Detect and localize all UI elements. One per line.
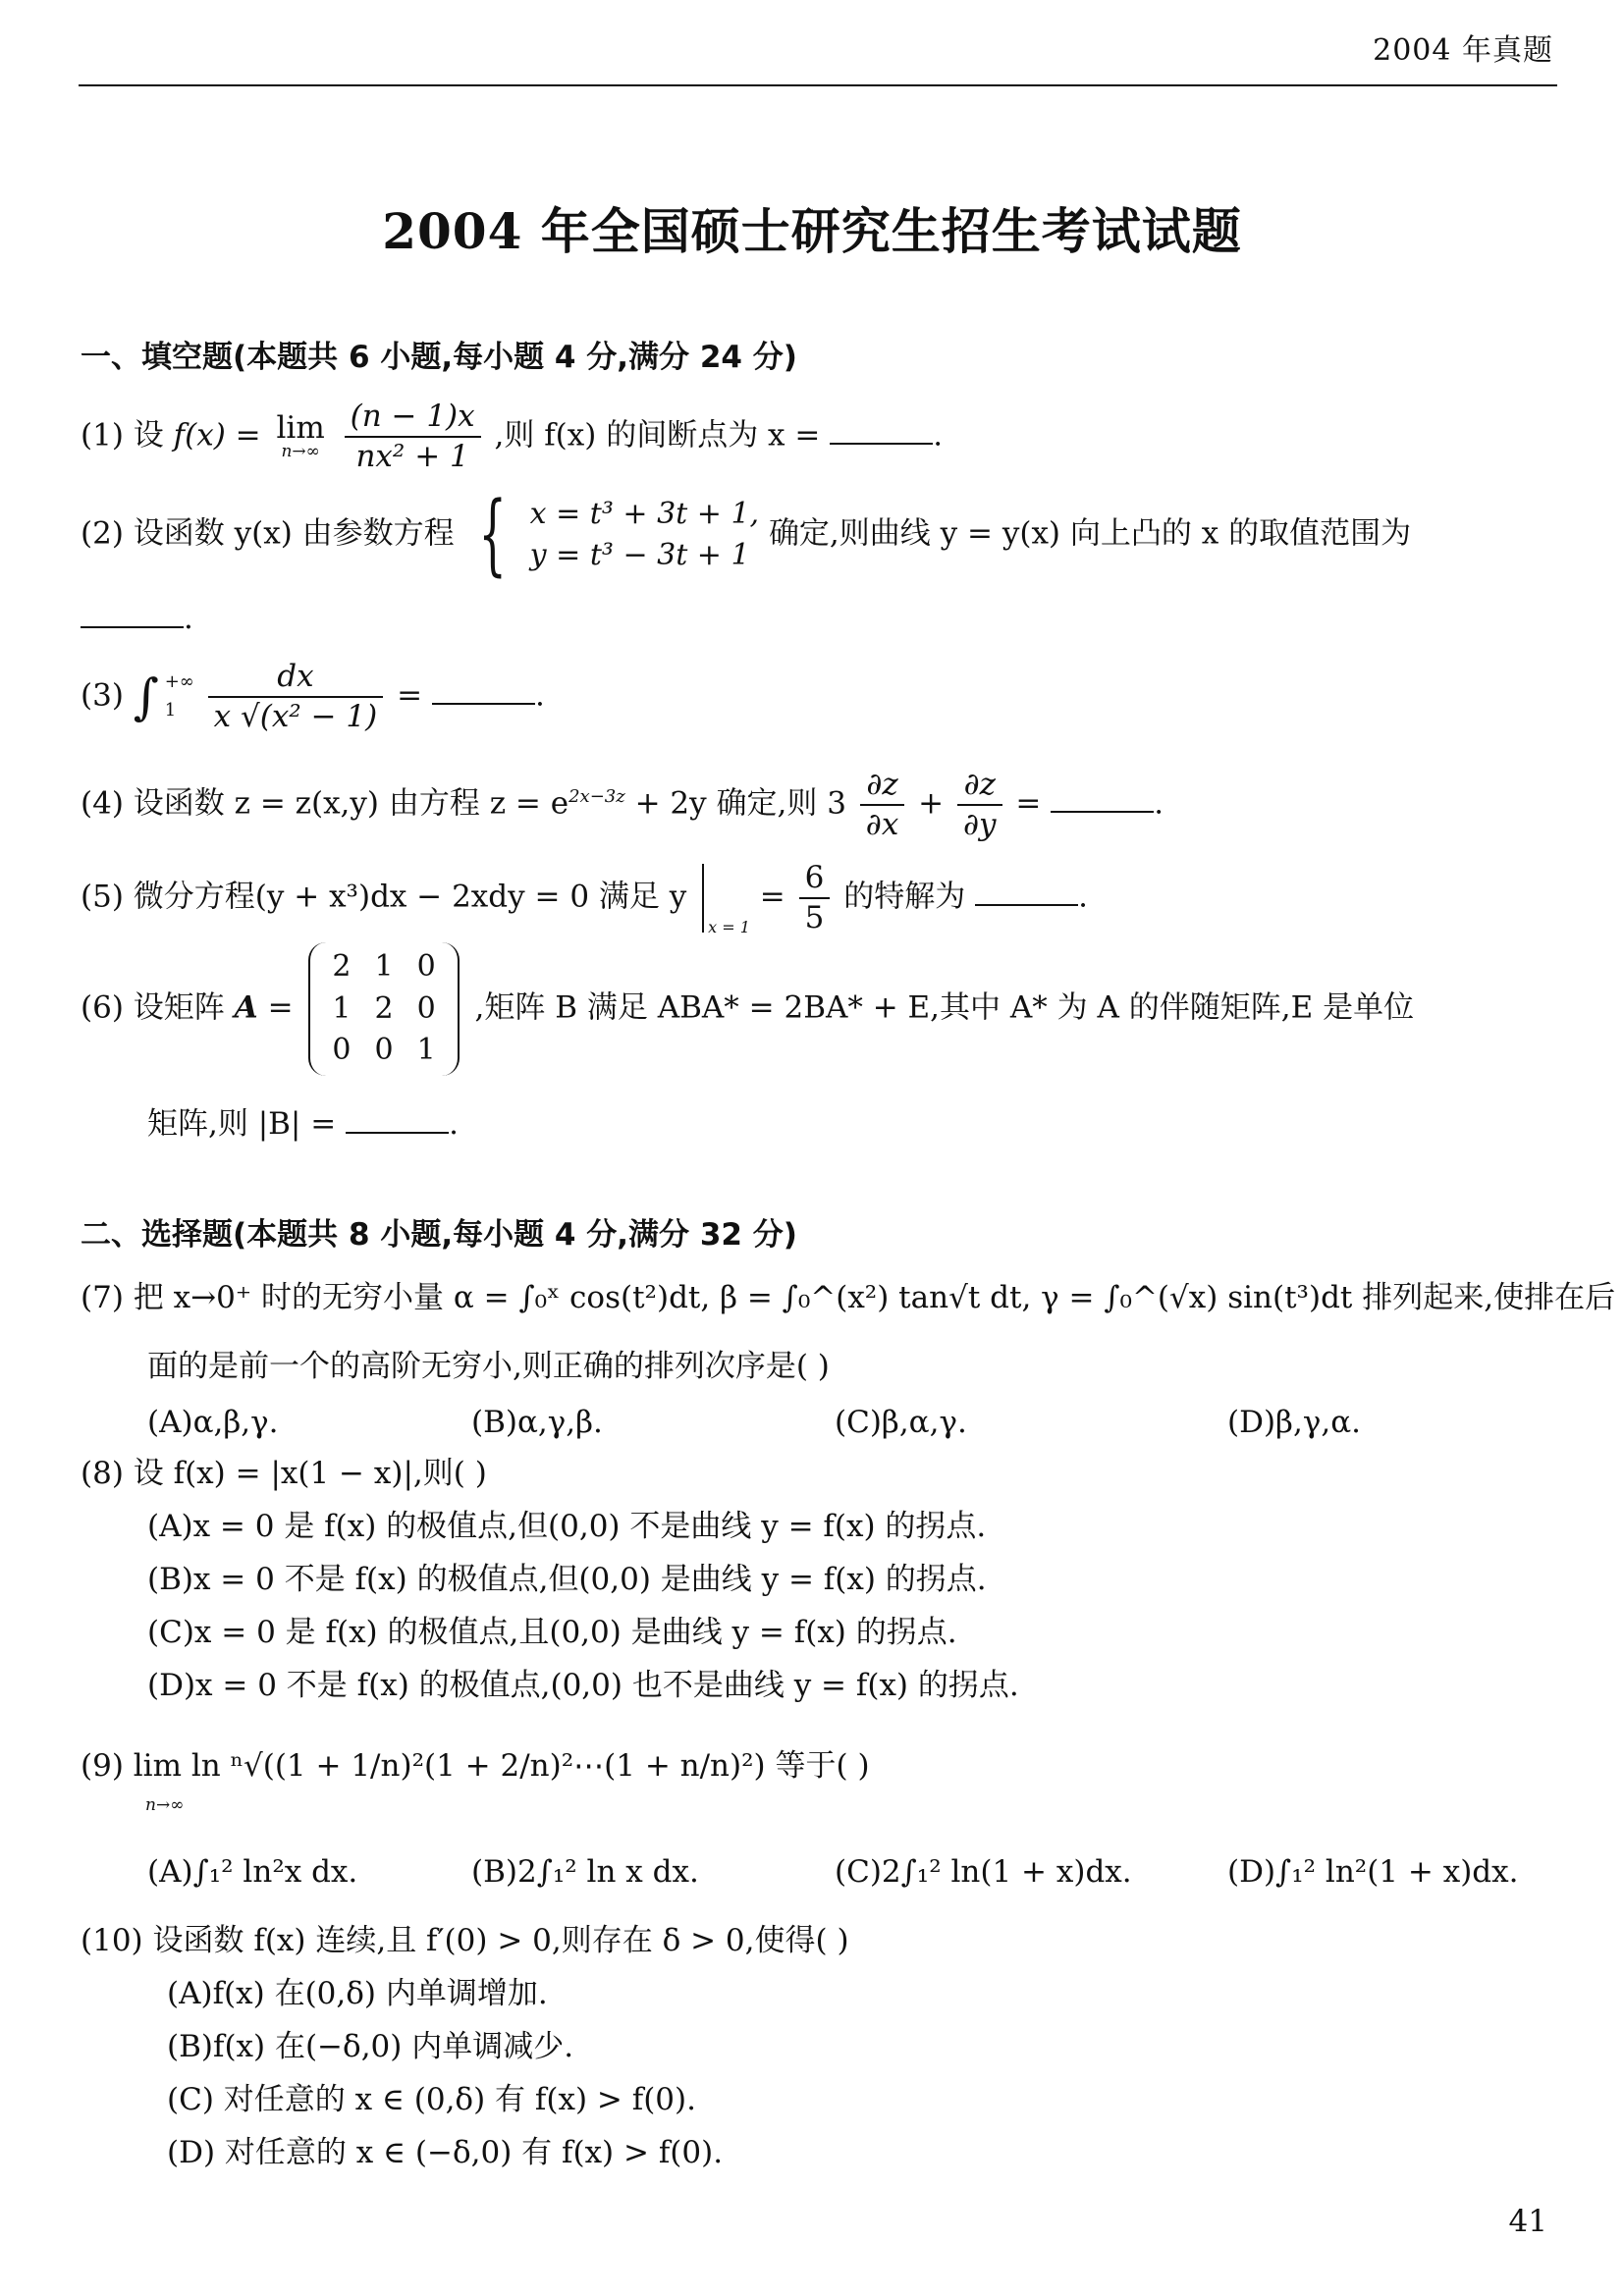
matrix-A: [308, 942, 459, 1076]
q6-end: .: [449, 1106, 459, 1142]
q1-lim-text: lim: [276, 409, 325, 446]
q8-option-c[interactable]: (C)x = 0 是 f(x) 的极值点,且(0,0) 是曲线 y = f(x) 的拐点.: [147, 1615, 957, 1650]
q5-denominator: 5: [804, 899, 825, 935]
q2-system: [530, 494, 759, 576]
q7-option-c[interactable]: (C)β,α,γ.: [835, 1405, 967, 1440]
q2-end: .: [184, 601, 193, 636]
question-6-cont: [147, 1104, 459, 1143]
q6-number: (6): [81, 989, 124, 1026]
q2-number: (2): [81, 515, 124, 552]
matrix-cell: 1: [416, 1033, 436, 1067]
q3-end: .: [534, 677, 545, 714]
page-number: 41: [1508, 2204, 1547, 2239]
q5-eval-bar: [702, 864, 704, 933]
q4-plus: +: [918, 785, 954, 822]
q6-pre: 设矩阵: [133, 989, 225, 1026]
q5-eq: =: [759, 879, 795, 915]
q9-option-c[interactable]: (C)2∫₁² ln(1 + x)dx.: [835, 1854, 1132, 1890]
q9-option-d[interactable]: (D)∫₁² ln²(1 + x)dx.: [1227, 1854, 1519, 1890]
question-2: [81, 483, 1412, 586]
q2-eq1: x = t³ + 3t + 1,: [529, 497, 760, 531]
q3-post: =: [397, 677, 432, 714]
q1-post: ,则 f(x) 的间断点为 x =: [494, 417, 831, 454]
matrix-cell: 0: [374, 1033, 394, 1067]
q4-answer-blank[interactable]: [1051, 783, 1154, 813]
q5-numerator: 6: [799, 859, 831, 899]
q1-number: (1): [81, 417, 124, 454]
q4-mid: + 2y 确定,则 3: [634, 785, 846, 822]
question-3: [81, 658, 545, 736]
q4-pre: 设函数 z = z(x,y) 由方程 z = e: [133, 785, 569, 822]
q1-answer-blank[interactable]: [830, 415, 933, 445]
q7-option-b[interactable]: (B)α,γ,β.: [471, 1405, 603, 1440]
q9-option-a[interactable]: (A)∫₁² ln²x dx.: [147, 1854, 358, 1890]
q4-f2-num: ∂z: [957, 766, 1002, 806]
q5-end: .: [1078, 879, 1088, 915]
question-2-cont: [81, 599, 193, 637]
q1-fx: f(x): [173, 417, 226, 454]
question-5: [81, 859, 1088, 937]
section-2-heading: 二、选择题(本题共 8 小题,每小题 4 分,满分 32 分): [81, 1217, 797, 1253]
q5-number: (5): [81, 879, 124, 915]
q3-numerator: dx: [208, 658, 384, 698]
question-7-line-2: 面的是前一个的高阶无穷小,则正确的排列次序是( ): [147, 1349, 830, 1384]
section-1-heading: 一、填空题(本题共 6 小题,每小题 4 分,满分 24 分): [81, 340, 797, 375]
question-6: [81, 942, 1414, 1076]
question-9: (9) lim ln ⁿ√((1 + 1/n)²(1 + 2/n)²⋯(1 + n/n)²) 等于( ): [81, 1748, 870, 1784]
q8-option-d[interactable]: (D)x = 0 不是 f(x) 的极值点,(0,0) 也不是曲线 y = f(x) 的拐点.: [147, 1668, 1019, 1703]
q2-eq2: y = t³ − 3t + 1: [529, 538, 750, 572]
q3-limits: [165, 668, 194, 725]
matrix-cell: 1: [374, 949, 394, 984]
q1-denominator: nx² + 1: [355, 438, 469, 474]
q6-line2: 矩阵,则 |B| =: [147, 1106, 347, 1142]
q8-option-b[interactable]: (B)x = 0 不是 f(x) 的极值点,但(0,0) 是曲线 y = f(x) 的拐点.: [147, 1562, 987, 1597]
q4-post: =: [1015, 785, 1052, 822]
matrix-cell: 0: [416, 990, 436, 1026]
q4-end: .: [1154, 785, 1164, 822]
q1-end: .: [933, 417, 944, 454]
matrix-cell: 2: [332, 949, 352, 984]
question-8: (8) 设 f(x) = |x(1 − x)|,则( ): [81, 1456, 487, 1491]
matrix-cell: 0: [416, 949, 436, 984]
q10-option-c[interactable]: (C) 对任意的 x ∈ (0,δ) 有 f(x) > f(0).: [167, 2082, 696, 2117]
q5-answer-blank[interactable]: [975, 877, 1078, 906]
running-head: 2004 年真题: [1373, 33, 1553, 68]
q4-partial-y: [957, 766, 1002, 844]
q4-f1-den: ∂x: [865, 806, 899, 842]
q6-post: ,矩阵 B 满足 ABA* = 2BA* + E,其中 A* 为 A 的伴随矩阵,E 是单位: [474, 989, 1415, 1026]
q6-matrix-name: A: [234, 989, 258, 1026]
page-title: 2004 年全国硕士研究生招生考试试题: [382, 202, 1242, 260]
q7-option-d[interactable]: (D)β,γ,α.: [1227, 1405, 1361, 1440]
q3-denominator: x √(x² − 1): [213, 698, 378, 734]
q6-eq: =: [267, 989, 303, 1026]
integral-sign: ∫: [133, 667, 159, 725]
q1-pre: 设: [133, 417, 164, 454]
q10-option-a[interactable]: (A)f(x) 在(0,δ) 内单调增加.: [167, 1976, 548, 2011]
q10-option-d[interactable]: (D) 对任意的 x ∈ (−δ,0) 有 f(x) > f(0).: [167, 2135, 724, 2170]
header-rule: [79, 84, 1557, 86]
q3-lower: 1: [164, 699, 177, 721]
q2-post: 确定,则曲线 y = y(x) 向上凸的 x 的取值范围为: [768, 515, 1412, 552]
q5-fraction: [799, 859, 831, 937]
left-brace: {: [477, 483, 507, 586]
q4-partial-x: [860, 766, 905, 844]
q7-option-a[interactable]: (A)α,β,γ.: [147, 1405, 279, 1440]
q1-fraction: [345, 398, 481, 476]
question-7-line-1: (7) 把 x→0⁺ 时的无穷小量 α = ∫₀ˣ cos(t²)dt, β = ∫₀^(x²) tan√t dt, γ = ∫₀^(√x) sin(t³)dt 排列起来,使排在后: [81, 1280, 1616, 1315]
q5-pre: 微分方程(y + x³)dx − 2xdy = 0 满足 y: [133, 879, 687, 915]
question-1: [81, 398, 943, 476]
question-4: [81, 766, 1164, 844]
q5-eval-sub: x = 1: [708, 918, 750, 937]
q9-lim-sub: n→∞: [145, 1795, 185, 1815]
q8-option-a[interactable]: (A)x = 0 是 f(x) 的极值点,但(0,0) 不是曲线 y = f(x) 的拐点.: [147, 1509, 987, 1544]
q4-f2-den: ∂y: [963, 806, 997, 842]
q2-answer-blank[interactable]: [81, 599, 184, 628]
q3-fraction: [208, 658, 384, 736]
q10-option-b[interactable]: (B)f(x) 在(−δ,0) 内单调减少.: [167, 2029, 574, 2064]
q4-number: (4): [81, 785, 124, 822]
q5-post: 的特解为: [843, 879, 966, 915]
q3-answer-blank[interactable]: [432, 675, 535, 705]
q2-pre: 设函数 y(x) 由参数方程: [133, 515, 455, 552]
q1-eq: =: [235, 417, 271, 454]
q3-upper: +∞: [164, 670, 194, 692]
q9-option-b[interactable]: (B)2∫₁² ln x dx.: [471, 1854, 699, 1890]
q1-limit: [276, 409, 325, 461]
q1-numerator: (n − 1)x: [345, 398, 481, 438]
q6-answer-blank[interactable]: [346, 1104, 449, 1134]
matrix-cell: 2: [374, 990, 394, 1026]
q3-number: (3): [81, 677, 124, 714]
question-10: (10) 设函数 f(x) 连续,且 f′(0) > 0,则存在 δ > 0,使得( ): [81, 1923, 849, 1958]
q4-f1-num: ∂z: [860, 766, 905, 806]
q1-lim-sub: n→∞: [281, 441, 320, 461]
matrix-cell: 0: [332, 1033, 352, 1067]
matrix-cell: 1: [332, 990, 352, 1026]
q4-exponent: 2x−3z: [568, 785, 625, 807]
